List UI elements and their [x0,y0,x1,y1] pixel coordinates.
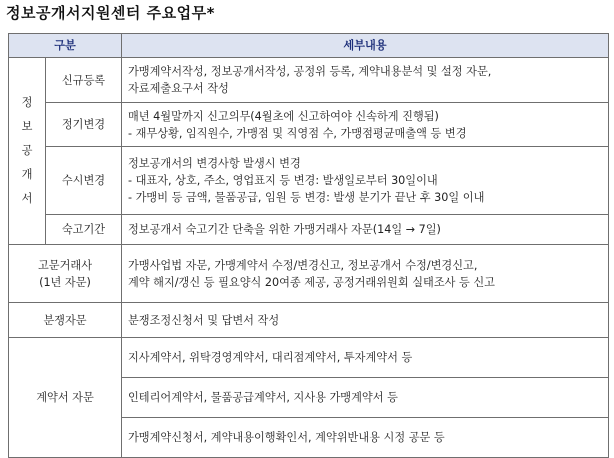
detail-cell [122,215,609,245]
detail-cell [122,245,609,303]
detail-line: - 가맹비 등 금액, 물품공급, 임원 등 변경: 발생 분기가 끝난 후 30일 이내 [128,191,485,204]
detail-cell [122,147,609,215]
detail-cell [122,303,609,338]
detail-line: 매년 4월말까지 신고의무(4월초에 신고하여야 신속하게 진행됨) [128,109,439,123]
page-title: 정보공개서지원센터 주요업무* [6,4,215,22]
table-row [9,147,609,215]
sub-category-label: 정기변경 [46,103,122,147]
table-row [9,58,609,103]
group-label-char: 개 [21,168,33,181]
group-label-info-disclosure [9,58,46,245]
group-label-char: 보 [21,120,33,133]
sub-category-label: 신규등록 [46,58,122,103]
table-row [9,303,609,338]
category-label-line: 고문거래사 [37,258,93,272]
detail-line: 자료제출요구서 작성 [128,82,229,95]
detail-cell [122,58,609,103]
table-row [9,215,609,245]
detail-line: 가맹계약서작성, 정보공개서작성, 공정위 등록, 계약내용분석 및 설정 자문, [128,65,492,78]
table-row [9,103,609,147]
detail-cell: 지사계약서, 위탁경영계약서, 대리점계약서, 투자계약서 등 [122,338,609,378]
detail-line: 가맹사업법 자문, 가맹계약서 수정/변경신고, 정보공개서 수정/변경신고, [128,258,478,272]
services-table [8,33,609,458]
category-label-advisor [9,245,122,303]
group-label-char: 정 [21,96,33,109]
sub-category-label: 수시변경 [46,147,122,215]
detail-cell: 가맹계약신청서, 계약내용이행확인서, 계약위반내용 시정 공문 등 [122,418,609,458]
group-label-char: 서 [21,192,33,205]
header-details: 세부내용 [122,34,609,58]
table-row [9,245,609,303]
table-row [9,338,609,378]
sub-category-label: 숙고기간 [46,215,122,245]
detail-line: 정보공개서 숙고기간 단축을 위한 가맹거래사 자문(14일 → 7일) [128,223,441,236]
detail-line: - 재무상황, 임직원수, 가맹점 및 직영점 수, 가맹점평균매출액 등 변경 [128,126,467,140]
table-header-row [9,34,609,58]
detail-cell [122,103,609,147]
category-label-contract: 계약서 자문 [9,338,122,458]
group-label-char: 공 [21,144,33,157]
detail-line: 분쟁조정신청서 및 답변서 작성 [128,313,280,327]
category-label-dispute: 분쟁자문 [9,303,122,338]
detail-cell: 인테리어계약서, 물품공급계약서, 지사용 가맹계약서 등 [122,378,609,418]
header-category: 구분 [9,34,122,58]
detail-line: - 대표자, 상호, 주소, 영업표지 등 변경: 발생일로부터 30일이내 [128,174,438,187]
detail-line: 정보공개서의 변경사항 발생시 변경 [128,157,301,170]
detail-line: 계약 해지/갱신 등 필요양식 20여종 제공, 공정거래위원회 실태조사 등 신고 [128,275,495,289]
category-label-line: (1년 자문) [39,275,91,289]
